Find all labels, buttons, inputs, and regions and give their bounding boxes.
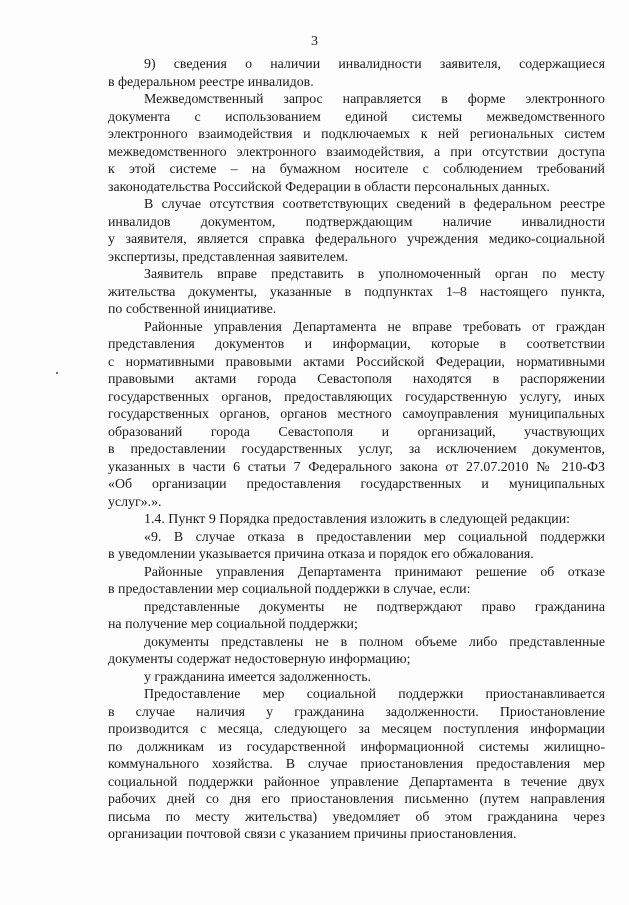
text-line: документы представлены не в полном объеме либо представленные: [144, 634, 605, 650]
text-line: инвалидов документом, подтверждающим наличие инвалидности: [108, 214, 605, 230]
text-line: 9) сведения о наличии инвалидности заявителя, содержащиеся: [144, 57, 605, 72]
page-number: 3: [311, 34, 318, 49]
text-line: документы содержат недостоверную информацию;: [108, 652, 411, 667]
paragraph: [108, 669, 605, 687]
text-line: производится с месяца, следующего за месяцем поступления информации: [108, 722, 605, 737]
text-line: межведомственного электронного взаимодействия, а при отсутствии доступа: [108, 144, 605, 160]
text-line: в уведомлении указывается причина отказа и порядок его обжалования.: [108, 547, 534, 562]
text-line: государственных органов, предоставляющих государственную услугу, иных: [108, 389, 605, 405]
paragraph: [108, 564, 605, 599]
text-line: по собственной инициативе.: [108, 302, 277, 317]
paragraph: [108, 634, 605, 669]
paragraph: [108, 511, 605, 529]
text-line: услуг».».: [108, 494, 162, 510]
text-line: указанных в части 6 статьи 7 Федерального закона от 27.07.2010 № 210-ФЗ: [108, 459, 605, 475]
text-line: организации почтовой связи с указанием причины приостановления.: [108, 827, 517, 842]
paragraph: [108, 91, 605, 196]
paragraph: [108, 196, 605, 266]
paragraph: [108, 56, 605, 91]
text-line: жительства документы, указанные в подпунктах 1–8 настоящего пункта,: [108, 284, 605, 300]
paragraph: [108, 686, 605, 844]
text-line: Районные управления Департамента не вправе требовать от граждан: [144, 319, 605, 335]
text-line: в предоставлении мер социальной поддержки в случае, если:: [108, 582, 471, 597]
text-line: «Об организации предоставления государственных и муниципальных: [108, 477, 605, 492]
text-line: образований города Севастополя и организаций, участвующих: [108, 424, 605, 440]
text-line: коммунального хозяйства. В случае приостановления предоставления мер: [108, 757, 605, 772]
text-line: письма по месту жительства) уведомляет об этом гражданина через: [108, 809, 605, 825]
text-line: законодательства Российской Федерации в области персональных данных.: [108, 179, 550, 195]
text-line: Предоставление мер социальной поддержки приостанавливается: [144, 687, 605, 702]
document-body: [108, 56, 605, 844]
scan-artifact-mark: [56, 372, 58, 374]
text-line: представления документов и информации, которые в соответствии: [108, 337, 605, 352]
text-line: Районные управления Департамента принимают решение об отказе: [144, 564, 605, 580]
text-line: «9. В случае отказа в предоставлении мер социальной поддержки: [144, 529, 605, 545]
text-line: 1.4. Пункт 9 Порядка предоставления изложить в следующей редакции:: [144, 512, 570, 527]
text-line: у заявителя, является справка федерального учреждения медико-социальной: [108, 232, 605, 247]
paragraph: [108, 529, 605, 564]
text-line: Заявитель вправе представить в уполномоченный орган по месту: [144, 267, 605, 282]
text-line: социальной поддержки районное управление Департамента в течение двух: [108, 774, 605, 790]
text-line: представленные документы не подтверждают право гражданина: [144, 599, 605, 615]
text-line: документа с использованием единой системы межведомственного: [108, 109, 605, 125]
text-line: к этой системе – на бумажном носителе с соблюдением требований: [108, 162, 605, 177]
text-line: в федеральном реестре инвалидов.: [108, 74, 314, 90]
text-line: государственных органов, органов местного самоуправления муниципальных: [108, 407, 605, 422]
text-line: в предоставлении государственных услуг, за исключением документов,: [108, 442, 605, 457]
paragraph: [108, 266, 605, 319]
text-line: в случае наличия у гражданина задолженности. Приостановление: [108, 704, 605, 720]
text-line: экспертизы, представленная заявителем.: [108, 249, 349, 265]
text-line: с нормативными правовыми актами Российской Федерации, нормативными: [108, 354, 605, 370]
text-line: по должникам из государственной информационной системы жилищно-: [108, 739, 605, 755]
text-line: на получение мер социальной поддержки;: [108, 617, 358, 632]
text-line: правовыми актами города Севастополя находятся в распоряжении: [108, 372, 605, 387]
text-line: у гражданина имеется задолженность.: [144, 669, 372, 685]
paragraph: [108, 319, 605, 512]
paragraph: [108, 599, 605, 634]
text-line: электронного взаимодействия и подключаемых к ней региональных систем: [108, 127, 605, 142]
text-line: Межведомственный запрос направляется в форме электронного: [144, 92, 605, 107]
text-line: В случае отсутствия соответствующих сведений в федеральном реестре: [144, 197, 605, 212]
text-line: рабочих дней со дня его приостановления письменно (путем направления: [108, 792, 605, 807]
